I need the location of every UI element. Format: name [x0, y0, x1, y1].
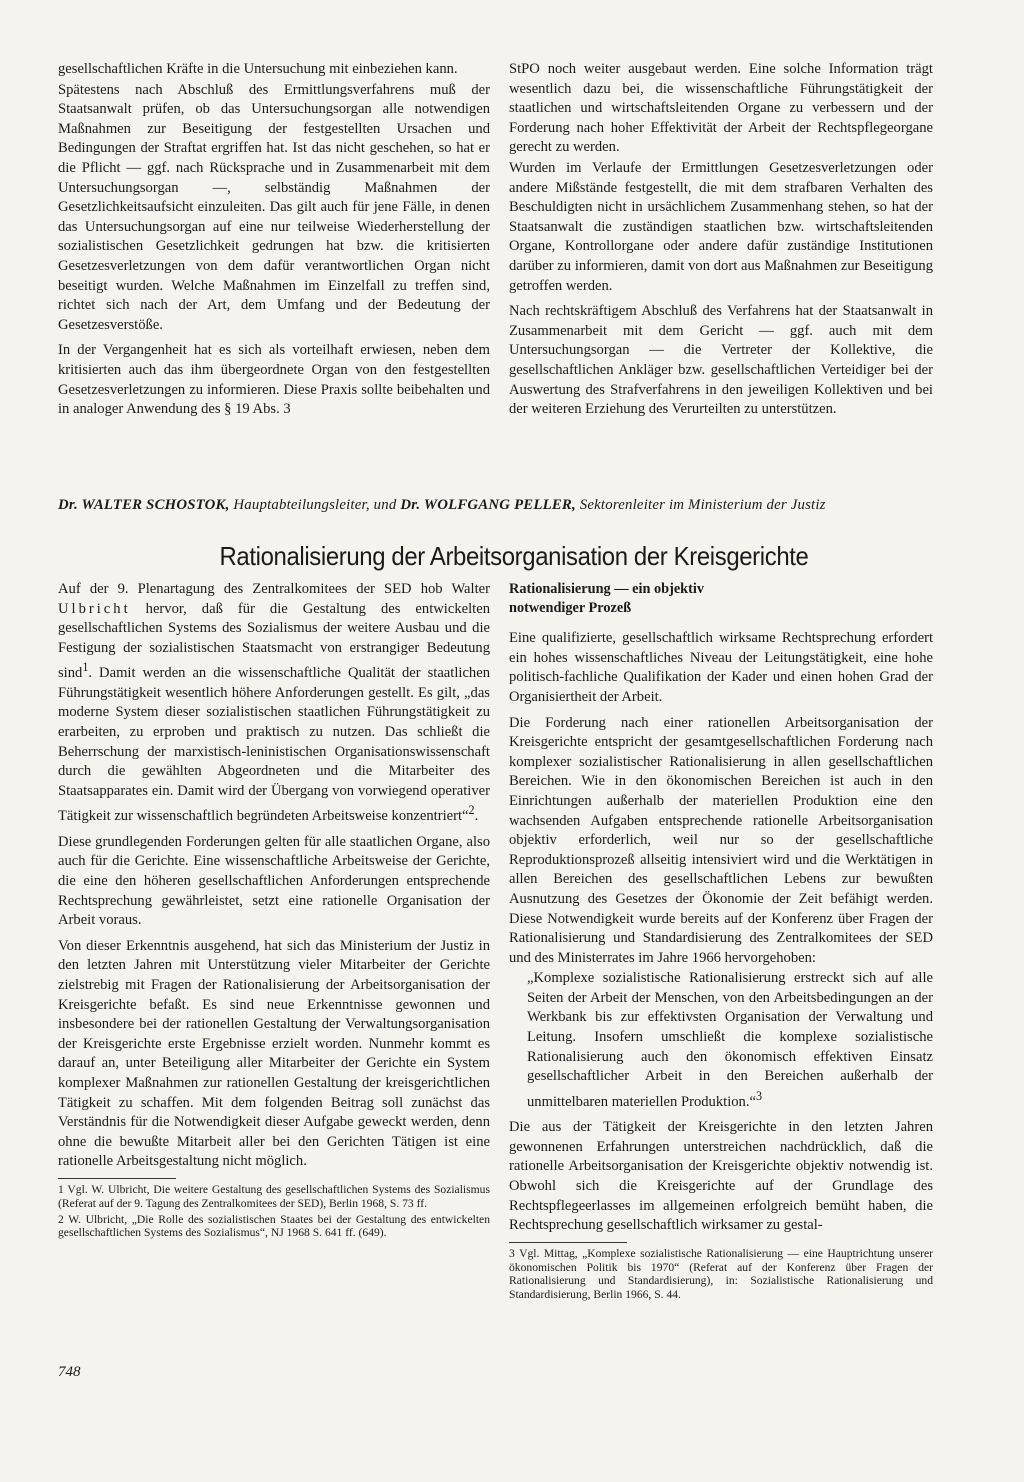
paragraph: Eine qualifizierte, gesellschaftlich wirksame Rechtsprechung erfordert ein hohes wissenschaftliches Niveau der Leitungstätigkeit, eine hohe politisch-fachliche Qualifikation der Kader und einen hohen Grad der Organisiertheit der Arbeit.: [509, 630, 933, 705]
quote-text: „Komplexe sozialistische Rationalisierung erstreckt sich auf alle Seiten der Arbeit der Menschen, von den Arbeitsbedingungen an der Werkbank bis zur effektivsten Organisation der Verwaltung und Leitung. Insofern umschließt die komplexe sozialistische Rationalisierung auch den ökonomisch effektiven Einsatz gesellschaftlicher Arbeit in den Bereichen außerhalb der unmittelbaren materiellen Produktion.“: [527, 970, 933, 1110]
article-title: Rationalisierung der Arbeitsorganisation der Kreisgerichte: [219, 541, 809, 571]
top-left-column: [58, 60, 490, 420]
text-run: hervor, daß für die Gestaltung des entwickelten gesellschaftlichen Systems des Sozialismus der weitere Ausbau und die Festigung der sozialistischen Staatsmacht von erstrangiger Bedeutung sind: [58, 600, 490, 682]
paragraph: Spätestens nach Abschluß des Ermittlungsverfahrens muß der Staatsanwalt prüfen, ob das Untersuchungsorgan alle notwendigen Maßnahmen zur Beseitigung der festgestellten Ursachen und Bedingungen der Straftat ergriffen hat. Ist das nicht geschehen, so hat er die Pflicht — ggf. nach Rücksprache und in Zusammenarbeit mit dem Untersuchungsorgan —, selbständig Maßnahmen der Gesetzlichkeitsaufsicht einzuleiten. Das gilt auch für jene Fälle, in denen das Untersuchungsorgan auf eine nur teilweise Wiederherstellung der sozialistischen Gesetzlichkeit gedrungen hat bzw. die kritisierten Gesetzesverletzungen von dem dafür verantwortlichen Organ nicht beseitigt wurden. Welche Maßnahmen im Einzelfall zu treffen sind, richtet sich nach der Art, dem Umfang und der Bedeutung der Gesetzesverstöße.: [58, 81, 490, 333]
author-name: Dr. WALTER SCHOSTOK,: [58, 497, 230, 513]
section-subheading: [509, 580, 933, 617]
subheading-line: notwendiger Prozeß: [509, 599, 632, 616]
paragraph: Diese grundlegenden Forderungen gelten für alle staatlichen Organe, also auch für die Gerichte. Eine wissenschaftliche Arbeitsweise der Gerichte, die eine den höheren gesellschaftlichen Anforderungen entsprechende Rechtsprechung gewährleistet, setzt eine rationelle Organisation der Arbeit voraus.: [58, 833, 490, 929]
paragraph: Die aus der Tätigkeit der Kreisgerichte in den letzten Jahren gewonnenen Erfahrungen unterstreichen nachdrücklich, daß die rationelle Arbeitsorganisation der Kreisgerichte objektiv notwendig ist. Obwohl sich die Kreisgerichte auf der Grundlage des Rechtspflegeerlasses im allgemeinen erfolgreich bemüht haben, die Rechtsprechung gesellschaftlich wirksamer zu gestal-: [509, 1119, 933, 1234]
article-byline: [58, 496, 938, 516]
footnote-divider: [58, 1178, 176, 1179]
paragraph: [58, 580, 490, 827]
paragraph: Von dieser Erkenntnis ausgehend, hat sich das Ministerium der Justiz in den letzten Jahren mit Unterstützung vieler Mitarbeiter der Gerichte zielstrebig mit Fragen der Rationalisierung der Arbeitsorganisation der Kreisgerichte befaßt. Es sind neue Erkenntnisse gewonnen und insbesondere bei der rationellen Gestaltung der Verwaltungsorganisation der Kreisgerichte erste Ergebnisse erzielt worden. Nunmehr kommt es darauf an, unter Beteiligung aller Mitarbeiter der Gerichte ein System komplexer Maßnahmen zur rationellen Gestaltung der kreisgerichtlichen Tätigkeit zu schaffen. Mit dem folgenden Beitrag soll zunächst das Verständnis für die Notwendigkeit dieser Aufgabe geweckt werden, denn ohne die bewußte Mitarbeit aller bei den Gerichten Tätigen ist eine rationelle Arbeitsgestaltung nicht möglich.: [58, 937, 490, 1170]
paragraph: Nach rechtskräftigem Abschluß des Verfahrens hat der Staatsanwalt in Zusammenarbeit mit dem Gericht — ggf. auch mit dem Untersuchungsorgan — die Vertreter der Kollektive, die gesellschaftlichen Ankläger bzw. gesellschaftlichen Verteidiger bei der Auswertung des Strafverfahrens in den jeweiligen Kollektiven und bei der weiteren Erziehung des Verurteilten zu unterstützen.: [509, 303, 933, 418]
footnote-ref: 3: [755, 1088, 763, 1103]
footnote-ref: 1: [82, 660, 89, 675]
bottom-left-column: [58, 580, 490, 1240]
paragraph: In der Vergangenheit hat es sich als vorteilhaft erwiesen, neben dem kritisierten auch das ihm übergeordnete Organ von den festgestellten Gesetzesverletzungen zu informieren. Diese Praxis sollte beibehalten und in analoger Anwendung des § 19 Abs. 3: [58, 342, 490, 418]
bottom-right-column: [509, 580, 933, 1302]
paragraph: gesellschaftlichen Kräfte in die Untersuchung mit einbeziehen kann.: [58, 61, 458, 77]
footnote: 1 Vgl. W. Ulbricht, Die weitere Gestaltung des gesellschaftlichen Systems des Sozialismus (Referat auf der 9. Tagung des Zentralkomitees der SED), Berlin 1968, S. 73 ff.: [58, 1182, 490, 1210]
paragraph: Die Forderung nach einer rationellen Arbeitsorganisation der Kreisgerichte entspricht der gesamtgesellschaftlichen Forderung nach komplexer sozialistischer Rationalisierung in allen gesellschaftlichen Bereichen. Wie in den ökonomischen Bereichen ist auch in den Einrichtungen außerhalb der materiellen Produktion eine den wachsenden Aufgaben entsprechende rationelle Arbeitsorganisation objektiv erforderlich, weil nur so der gesellschaftliche Reproduktionsprozeß allseitig intensiviert wird und die Werktätigen in allen Bereichen des gesellschaftlichen Lebens zur bewußten Ausnutzung des Gesetzes der Ökonomie der Zeit befähigt werden. Diese Notwendigkeit wurde bereits auf der Konferenz über Fragen der Rationalisierung und Standardisierung des Zentralkomitees der SED und des Ministerrates im Jahre 1966 hervorgehoben:: [509, 714, 933, 966]
emphasized-name: Ulbricht: [58, 600, 131, 617]
footnote-ref: 2: [468, 803, 475, 818]
block-quote: [509, 969, 933, 1112]
author-role: Hauptabteilungsleiter, und: [233, 497, 397, 513]
page-number: 748: [58, 1364, 81, 1380]
top-right-column: [509, 60, 933, 420]
footnote-divider: [509, 1242, 627, 1243]
subheading-line: Rationalisierung — ein objektiv: [509, 581, 705, 597]
footnote: 2 W. Ulbricht, „Die Rolle des sozialistischen Staates bei der Gestaltung des entwickelten gesellschaftlichen Systems des Sozialismus“, NJ 1968 S. 641 ff. (649).: [58, 1212, 490, 1240]
author-role: Sektorenleiter im Ministerium der Justiz: [579, 497, 826, 513]
text-run: .: [474, 808, 479, 825]
footnote: 3 Vgl. Mittag, „Komplexe sozialistische Rationalisierung — eine Hauptrichtung unserer ökonomischen Politik bis 1970“ (Referat auf der Konferenz über Fragen der Rationalisierung und Standardisierung), in: Sozialistische Rationalisierung und Standardisierung, Berlin 1966, S. 44.: [509, 1246, 933, 1302]
author-name: Dr. WOLFGANG PELLER,: [400, 497, 576, 513]
text-run: Auf der 9. Plenartagung des Zentralkomitees der SED hob Walter: [58, 581, 490, 597]
text-run: . Damit werden an die wissenschaftliche Qualität der staatlichen Führungstätigkeit wesentlich höhere Anforderungen gestellt. Es gilt, „das moderne System dieser sozialistischen staatlichen Führungstätigkeit zu erarbeiten, zu erproben und praktisch zu nutzen. Das schließt die Beherrschung der marxistisch-leninistischen Organisationswissenschaft durch die gewählten Abgeordneten und die Mitarbeiter des Staatsapparates ein. Damit wird der Übergang von vorwiegend operativer Tätigkeit zur wissenschaftlich begründeten Arbeitsweise konzentriert“: [58, 665, 490, 825]
paragraph: StPO noch weiter ausgebaut werden. Eine solche Information trägt wesentlich dazu bei, die wissenschaftliche Führungstätigkeit der staatlichen und wirtschaftsleitenden Organe zu verbessern und der Forderung nach hoher Effektivität der Arbeit der Rechtspflegeorgane gerecht zu werden.: [509, 61, 933, 156]
paragraph: Wurden im Verlaufe der Ermittlungen Gesetzesverletzungen oder andere Mißstände festgestellt, die mit dem strafbaren Verhalten des Beschuldigten nicht in ursächlichem Zusammenhang stehen, so hat der Staatsanwalt die zuständigen staatlichen bzw. wirtschaftsleitenden Organe, Kontrollorgane oder andere dafür zuständige Institutionen darüber zu informieren, damit von dort aus Maßnahmen zur Beseitigung getroffen werden.: [509, 159, 933, 294]
